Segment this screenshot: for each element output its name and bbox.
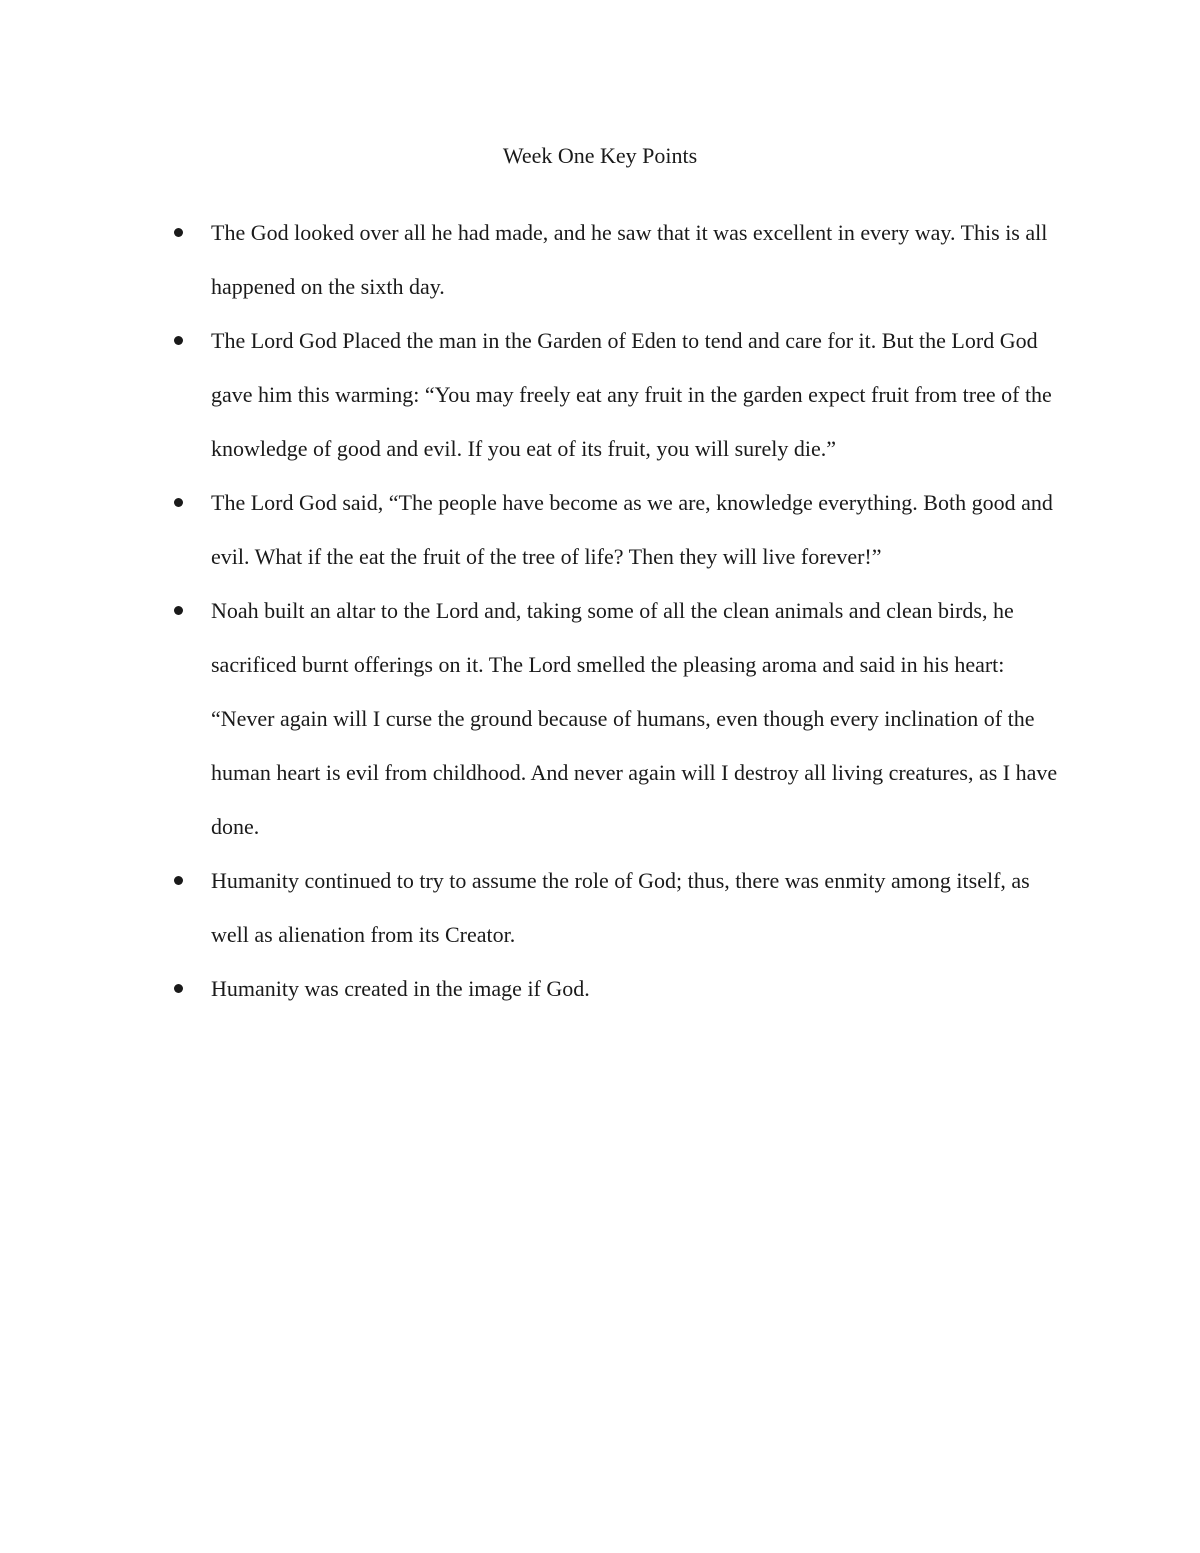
list-item — [211, 314, 1071, 476]
list-item-text: The Lord God said, “The people have become as we are, knowledge everything. Both good and evil. What if the eat the fruit of the tree of life? Then they will live forever!” — [211, 490, 1053, 569]
bullet-icon — [174, 228, 183, 237]
bullet-icon — [174, 336, 183, 345]
document-title: Week One Key Points — [502, 143, 698, 168]
list-item — [211, 962, 1071, 1016]
list-item-text: The God looked over all he had made, and he saw that it was excellent in every way. This is all happened on the sixth day. — [211, 220, 1048, 299]
list-item — [211, 476, 1071, 584]
list-item — [211, 206, 1071, 314]
bullet-icon — [174, 606, 183, 615]
list-item-text: Noah built an altar to the Lord and, taking some of all the clean animals and clean birds, he sacrificed burnt offerings on it. The Lord smelled the pleasing aroma and said in his heart: “Never again will I curse the ground because of humans, even though every inclination of the human heart is evil from childhood. And never again will I destroy all living creatures, as I have done. — [211, 598, 1058, 839]
list-item-text: Humanity continued to try to assume the role of God; thus, there was enmity among itself, as well as alienation from its Creator. — [211, 868, 1030, 947]
list-item-text: Humanity was created in the image if God. — [211, 976, 590, 1001]
list-item-text: The Lord God Placed the man in the Garden of Eden to tend and care for it. But the Lord God gave him this warming: “You may freely eat any fruit in the garden expect fruit from tree of the knowledge of good and evil. If you eat of its fruit, you will surely die.” — [211, 328, 1052, 461]
key-points-list — [211, 206, 1071, 1016]
list-item — [211, 584, 1071, 854]
bullet-icon — [174, 876, 183, 885]
list-item — [211, 854, 1071, 962]
bullet-icon — [174, 498, 183, 507]
bullet-icon — [174, 984, 183, 993]
